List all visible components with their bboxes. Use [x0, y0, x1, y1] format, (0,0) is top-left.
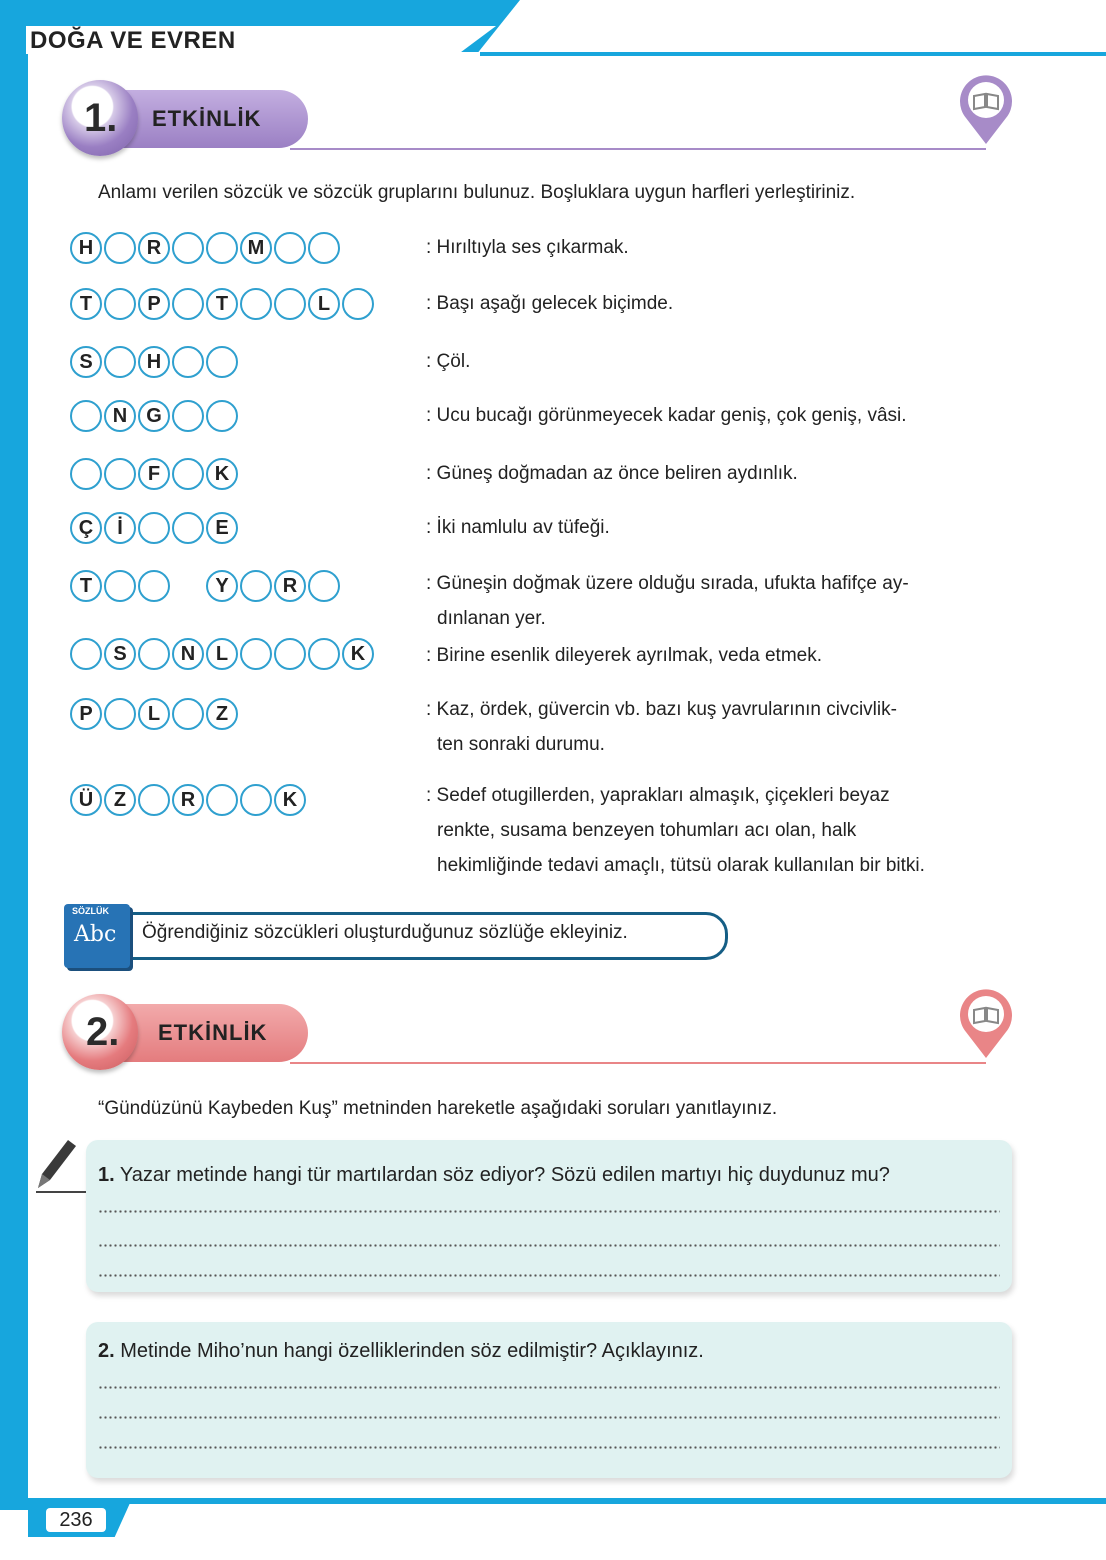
letter-box: L: [138, 698, 170, 730]
definition-6: [426, 510, 610, 545]
question-1-text: [98, 1164, 890, 1187]
dictionary-book-icon: [64, 904, 130, 968]
empty-letter-box[interactable]: [104, 570, 136, 602]
empty-letter-box[interactable]: [308, 570, 340, 602]
question-2-text: [98, 1340, 704, 1363]
letter-box: N: [104, 400, 136, 432]
letter-box: K: [206, 458, 238, 490]
letter-box: E: [206, 512, 238, 544]
empty-letter-box[interactable]: [240, 638, 272, 670]
empty-letter-box[interactable]: [274, 288, 306, 320]
letter-box: N: [172, 638, 204, 670]
empty-letter-box[interactable]: [70, 638, 102, 670]
letter-box: T: [70, 570, 102, 602]
dictionary-text: Öğrendiğiniz sözcükleri oluşturduğunuz sözlüğe ekleyiniz.: [142, 922, 628, 943]
empty-letter-box[interactable]: [172, 512, 204, 544]
page-number: 236: [46, 1508, 106, 1532]
header-rule: [480, 52, 1106, 56]
definition-continuation: dınlanan yer.: [437, 608, 546, 629]
question-1-number: 1.: [98, 1164, 115, 1186]
letter-box: R: [274, 570, 306, 602]
book-tag: SÖZLÜK: [72, 906, 109, 916]
question-card-1: [86, 1140, 1012, 1292]
book-pin-icon: [954, 74, 1018, 146]
empty-letter-box[interactable]: [104, 698, 136, 730]
letter-box: K: [274, 784, 306, 816]
definition-continuation: hekimliğinde tedavi amaçlı, tütsü olarak kullanılan bir bitki.: [437, 855, 925, 876]
question-1-body: Yazar metinde hangi tür martılardan söz ediyor? Sözü edilen martıyı hiç duydunuz mu?: [114, 1164, 890, 1186]
activity1-reading-pin: [954, 74, 1018, 146]
letter-box: L: [206, 638, 238, 670]
letter-box: Ç: [70, 512, 102, 544]
definition-3: [426, 344, 470, 379]
empty-letter-box[interactable]: [172, 698, 204, 730]
letter-box: S: [70, 346, 102, 378]
letter-box: M: [240, 232, 272, 264]
unit-title: DOĞA VE EVREN: [30, 27, 236, 54]
letter-box: H: [70, 232, 102, 264]
letter-box: G: [138, 400, 170, 432]
empty-letter-box[interactable]: [240, 288, 272, 320]
question-card-2: [86, 1322, 1012, 1478]
question-2-body: Metinde Miho’nun hangi özelliklerinden söz edilmiştir? Açıklayınız.: [114, 1340, 704, 1362]
definition-1: [426, 230, 629, 265]
empty-letter-box[interactable]: [138, 570, 170, 602]
answer-line[interactable]: [98, 1446, 1000, 1449]
empty-letter-box[interactable]: [172, 232, 204, 264]
empty-letter-box[interactable]: [206, 346, 238, 378]
definition-line: : Ucu bucağı görünmeyecek kadar geniş, çok geniş, vâsi.: [426, 405, 907, 426]
activity2-number: 2.: [86, 1010, 120, 1054]
left-color-bar: [0, 0, 28, 1510]
pencil-icon: [34, 1136, 94, 1196]
letter-box: Y: [206, 570, 238, 602]
definition-line: : Birine esenlik dileyerek ayrılmak, veda etmek.: [426, 645, 822, 666]
empty-letter-box[interactable]: [206, 784, 238, 816]
activity2-label: ETKİNLİK: [158, 1020, 268, 1045]
activity1-rule: [290, 148, 986, 150]
book-abc: Abc: [74, 922, 117, 947]
definition-line: : Çöl.: [426, 351, 471, 372]
activity1-number: 1.: [84, 96, 118, 140]
definition-line: : Sedef otugillerden, yaprakları almaşık, çiçekleri beyaz: [426, 785, 890, 806]
empty-letter-box[interactable]: [104, 232, 136, 264]
letter-box: Z: [104, 784, 136, 816]
definition-line: : Güneş doğmadan az önce beliren aydınlık.: [426, 463, 798, 484]
empty-letter-box[interactable]: [172, 346, 204, 378]
activity2-reading-pin: [954, 988, 1018, 1060]
answer-line[interactable]: [98, 1210, 1000, 1213]
empty-letter-box[interactable]: [206, 400, 238, 432]
empty-letter-box[interactable]: [138, 784, 170, 816]
definition-4: [426, 398, 907, 433]
letter-box: İ: [104, 512, 136, 544]
question-2-number: 2.: [98, 1340, 115, 1362]
empty-letter-box[interactable]: [172, 458, 204, 490]
letter-box: T: [206, 288, 238, 320]
empty-letter-box[interactable]: [138, 638, 170, 670]
empty-letter-box[interactable]: [342, 288, 374, 320]
empty-letter-box[interactable]: [274, 232, 306, 264]
definition-2: [426, 286, 673, 321]
letter-box: T: [70, 288, 102, 320]
definition-continuation: ten sonraki durumu.: [437, 734, 605, 755]
letter-box: L: [308, 288, 340, 320]
empty-letter-box[interactable]: [104, 288, 136, 320]
definition-line: : İki namlulu av tüfeği.: [426, 517, 610, 538]
empty-letter-box[interactable]: [206, 232, 238, 264]
letter-box: Ü: [70, 784, 102, 816]
definition-line: : Hırıltıyla ses çıkarmak.: [426, 237, 629, 258]
empty-letter-box[interactable]: [70, 458, 102, 490]
definition-continuation: renkte, susama benzeyen tohumları acı olan, halk: [437, 820, 857, 841]
definition-7: [426, 566, 909, 636]
answer-line[interactable]: [98, 1274, 1000, 1277]
empty-letter-box[interactable]: [70, 400, 102, 432]
letter-box: P: [138, 288, 170, 320]
empty-letter-box[interactable]: [172, 288, 204, 320]
empty-letter-box[interactable]: [308, 232, 340, 264]
letter-box: S: [104, 638, 136, 670]
letter-box: F: [138, 458, 170, 490]
letter-box: R: [138, 232, 170, 264]
letter-box: H: [138, 346, 170, 378]
empty-letter-box[interactable]: [274, 638, 306, 670]
book-pin-icon: [954, 988, 1018, 1060]
activity1-label: ETKİNLİK: [152, 106, 262, 131]
empty-letter-box[interactable]: [104, 458, 136, 490]
footer-rule: [0, 1498, 1106, 1504]
activity2-instruction: “Gündüzünü Kaybeden Kuş” metninden hareketle aşağıdaki soruları yanıtlayınız.: [98, 1098, 778, 1119]
definition-line: : Başı aşağı gelecek biçimde.: [426, 293, 674, 314]
definition-9: [426, 692, 897, 762]
definition-line: : Kaz, ördek, güvercin vb. bazı kuş yavrularının civcivlik-: [426, 699, 897, 720]
letter-box: R: [172, 784, 204, 816]
answer-line[interactable]: [98, 1416, 1000, 1419]
definition-8: [426, 638, 822, 673]
definition-10: [426, 778, 925, 883]
empty-letter-box[interactable]: [172, 400, 204, 432]
empty-letter-box[interactable]: [240, 784, 272, 816]
letter-box: K: [342, 638, 374, 670]
letter-box: P: [70, 698, 102, 730]
answer-line[interactable]: [98, 1386, 1000, 1389]
letter-box: Z: [206, 698, 238, 730]
empty-letter-box[interactable]: [240, 570, 272, 602]
empty-letter-box[interactable]: [104, 346, 136, 378]
empty-letter-box[interactable]: [308, 638, 340, 670]
answer-line[interactable]: [98, 1244, 1000, 1247]
definition-5: [426, 456, 798, 491]
empty-letter-box[interactable]: [138, 512, 170, 544]
definition-line: : Güneşin doğmak üzere olduğu sırada, ufukta hafifçe ay-: [426, 573, 909, 594]
activity2-rule: [290, 1062, 986, 1064]
activity1-instruction: Anlamı verilen sözcük ve sözcük gruplarını bulunuz. Boşluklara uygun harfleri yerleştiriniz.: [98, 182, 856, 203]
